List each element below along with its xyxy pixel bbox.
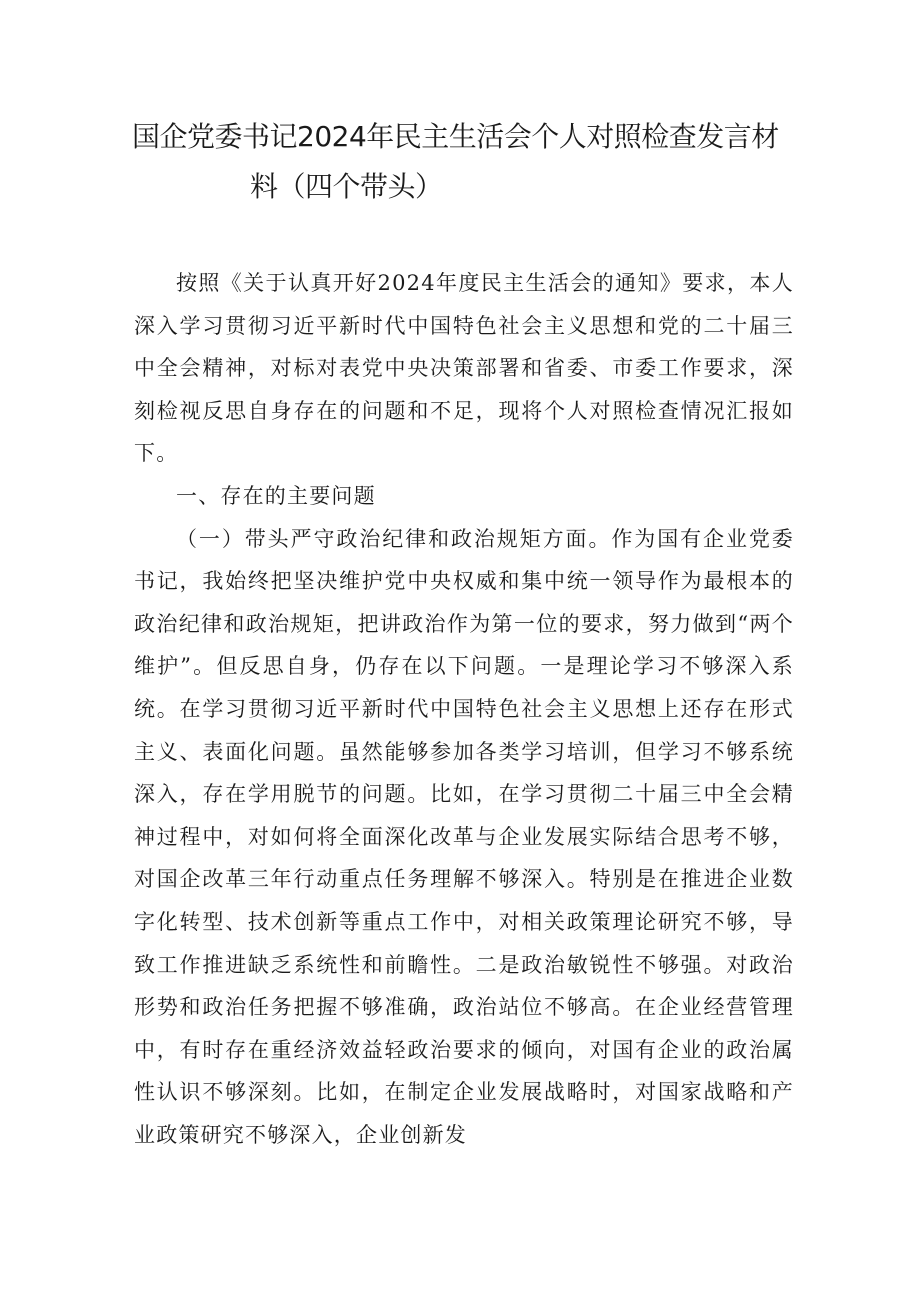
section-heading-1: 一、存在的主要问题 bbox=[176, 483, 376, 508]
section1-paragraph-1: （一）带头严守政治纪律和政治规矩方面。作为国有企业党委书记，我始终把坚决维护党中央权威和集中统一领导作为最根本的政治纪律和政治规矩，把讲政治作为第一位的要求，努力做到“两个维护”。但反思自身，仍存在以下问题。一是理论学习不够深入系统。在学习贯彻习近平新时代中国特色社会主义思想上还存在形式主义、表面化问题。虽然能够参加各类学习培训，但学习不够系统深入，存在学用脱节的问题。比如，在学习贯彻二十届三中全会精神过程中，对如何将全面深化改革与企业发展实际结合思考不够，对国企改革三年行动重点任务理解不够深入。特别是在推进企业数字化转型、技术创新等重点工作中，对相关政策理论研究不够，导致工作推进缺乏系统性和前瞻性。二是政治敏锐性不够强。对政治形势和政治任务把握不够准确，政治站位不够高。在企业经营管理中，有时存在重经济效益轻政治要求的倾向，对国有企业的政治属性认识不够深刻。比如，在制定企业发展战略时，对国家战略和产业政策研究不够深入，企业创新发 bbox=[134, 526, 794, 1147]
document-title bbox=[132, 112, 792, 212]
intro-paragraph: 按照《关于认真开好2024年度民主生活会的通知》要求，本人深入学习贯彻习近平新时代中国特色社会主义思想和党的二十届三中全会精神，对标对表党中央决策部署和省委、市委工作要求，深刻检视反思自身存在的问题和不足，现将个人对照检查情况汇报如下。 bbox=[134, 271, 794, 466]
title-line-2: 料（四个带头） bbox=[250, 170, 443, 203]
title-line-1: 国企党委书记2024年民主生活会个人对照检查发言材 bbox=[132, 120, 779, 153]
document-body bbox=[134, 262, 794, 1156]
